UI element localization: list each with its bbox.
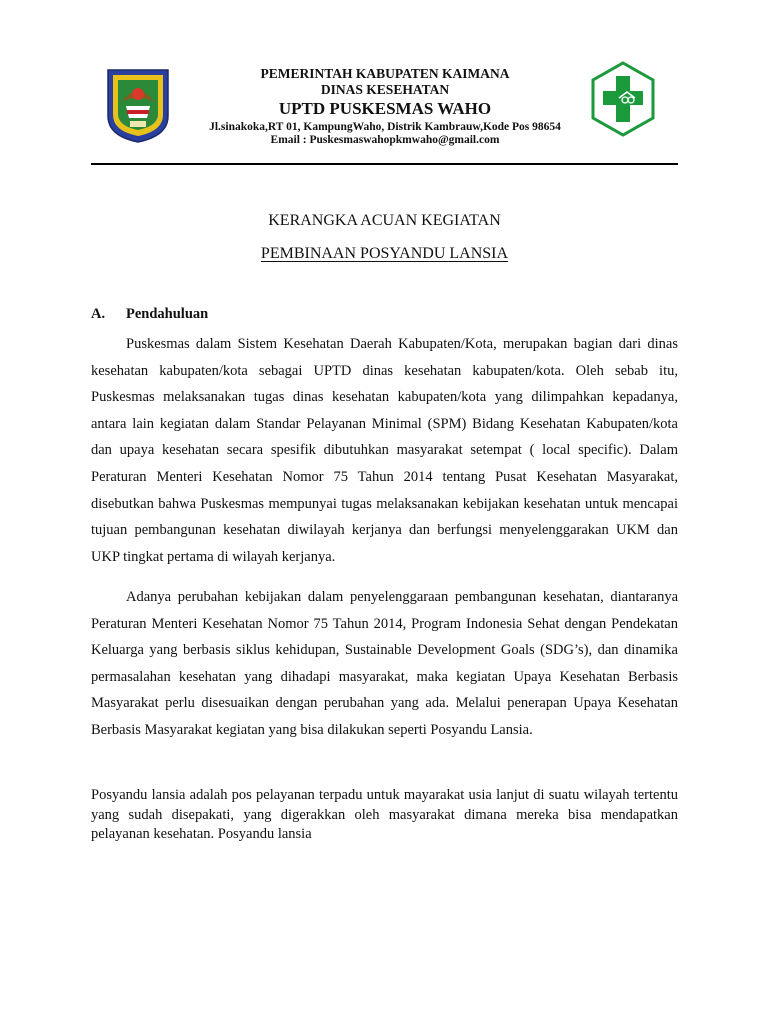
paragraph-3: Posyandu lansia adalah pos pelayanan terpadu untuk mayarakat usia lanjut di suatu wilayah tertentu yang sudah disepakati, yang digerakkan oleh masyarakat dimana mereka bisa mendapatkan pelayanan kesehatan. Posyandu lansia xyxy=(91,787,678,842)
letterhead-email: Email : Puskesmaswahopkmwaho@gmail.com xyxy=(270,134,500,147)
section-number: A. xyxy=(91,306,106,322)
letterhead-department: DINAS KESEHATAN xyxy=(320,81,450,97)
document-title: KERANGKA ACUAN KEGIATAN xyxy=(268,212,501,229)
document-subtitle xyxy=(91,245,678,263)
letterhead-government: PEMERINTAH KABUPATEN KAIMANA xyxy=(260,66,510,81)
paragraph-2: Adanya perubahan kebijakan dalam penyelenggaraan pembangunan kesehatan, diantaranya Peraturan Menteri Kesehatan Nomor 75 Tahun 2014, Program Indonesia Sehat dengan Pendekatan Keluarga yang berbasis siklus kehidupan, Sustainable Development Goals (SDG’s), dan dinamika permasalahan kesehatan yang dihadapi masyarakat, maka kegiatan Upaya Kesehatan Berbasis Masyarakat perlu disesuaikan dengan perubahan yang ada. Melalui penerapan Upaya Kesehatan Berbasis Masyarakat kegiatan yang bisa dilakukan seperti Posyandu Lansia. xyxy=(91,589,678,738)
puskesmas-cross-icon xyxy=(590,60,656,138)
kaimana-regency-crest-icon xyxy=(104,66,172,144)
letterhead-address: Jl.sinakoka,RT 01, KampungWaho, Distrik Kambrauw,Kode Pos 98654 xyxy=(209,120,561,133)
letterhead-divider xyxy=(91,163,678,165)
section-heading xyxy=(91,306,208,323)
paragraph-1: Puskesmas dalam Sistem Kesehatan Daerah Kabupaten/Kota, merupakan bagian dari dinas kesehatan kabupaten/kota sebagai UPTD dinas kesehatan kabupaten/kota. Oleh sebab itu, Puskesmas melaksanakan tugas dinas kesehatan kabupaten/kota yang dilimpahkan kepadanya, antara lain kegiatan dalam Standar Pelayanan Minimal (SPM) Bidang Kesehatan Kabupaten/kota dan upaya kesehatan secara spesifik dibutuhkan masyarakat setempat ( local specific). Dalam Peraturan Menteri Kesehatan Nomor 75 Tahun 2014 tentang Pusat Kesehatan Masyarakat, disebutkan bahwa Puskesmas mempunyai tugas melaksanakan kebijakan kesehatan untuk mencapai tujuan pembangunan kesehatan diwilayah kerjanya dan berfungsi menyelenggarakan UKM dan UKP tingkat pertama di wilayah kerjanya. xyxy=(91,336,678,565)
letterhead xyxy=(180,66,590,148)
document-subtitle-text: PEMBINAAN POSYANDU LANSIA xyxy=(260,245,509,262)
section-title: Pendahuluan xyxy=(126,306,209,322)
letterhead-unit: UPTD PUSKESMAS WAHO xyxy=(278,98,492,118)
